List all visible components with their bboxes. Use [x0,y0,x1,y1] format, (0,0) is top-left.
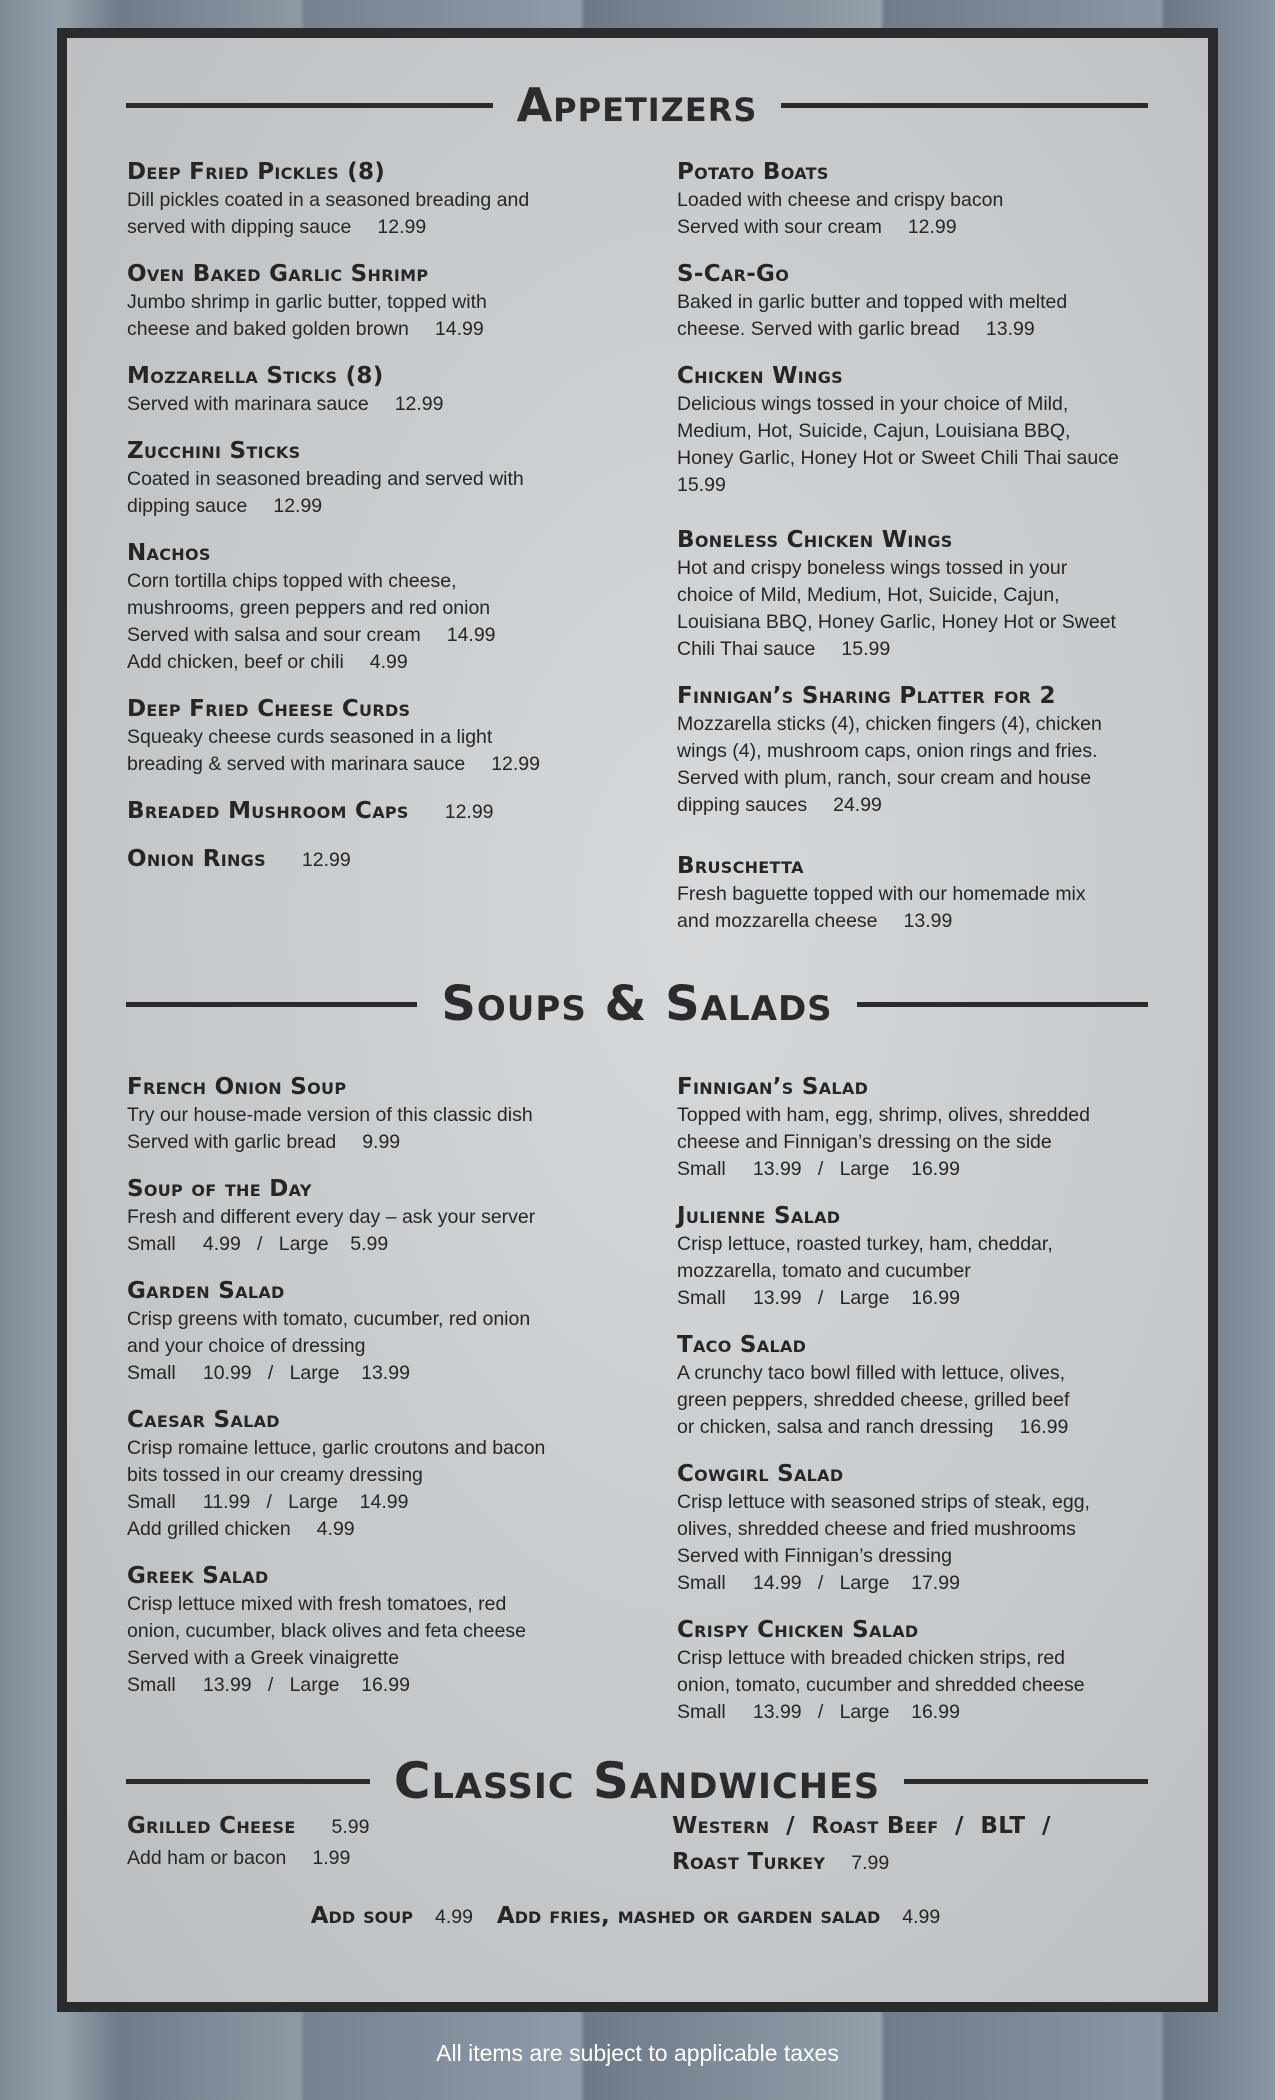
item-desc-line: Served with salsa and sour cream 14.99 [127,624,496,646]
item-desc: Served with a Greek vinaigrette [127,1647,400,1669]
menu-item [127,1276,597,1387]
item-name: Potato Boats [677,159,829,185]
menu-item [677,1201,1147,1312]
extra-price: 1.99 [312,1847,351,1869]
item-desc: wings (4), mushroom caps, onion rings and fries. [677,740,1098,762]
menu-item [127,796,597,826]
item-desc: Crisp greens with tomato, cucumber, red onion [127,1308,531,1330]
item-desc: mushrooms, green peppers and red onion [127,597,491,619]
item-name: Deep Fried Pickles (8) [127,159,386,185]
soups-title: Soups & Salads [441,976,833,1032]
item-desc-line: cheese. Served with garlic bread 13.99 [677,318,1035,340]
item-price: 15.99 [677,474,726,496]
item-price: 14.99 [446,624,496,646]
addon-soup: Add soup [310,1903,413,1929]
item-name: Breaded Mushroom Caps [127,798,409,824]
menu-item [127,361,597,418]
item-desc-line: Served with sour cream 12.99 [677,216,957,238]
item-desc: Delicious wings tossed in your choice of Mild, [677,393,1069,415]
item-desc: Crisp lettuce with seasoned strips of steak, egg, [677,1491,1090,1513]
item-sizes: Small 4.99 / Large 5.99 [127,1233,389,1255]
item-desc: Loaded with cheese and crispy bacon [677,189,1004,211]
sandwiches-left [127,1811,597,1872]
item-desc-line: dipping sauces 24.99 [677,794,882,816]
item-price: 9.99 [362,1131,401,1153]
item-desc: bits tossed in our creamy dressing [127,1464,423,1486]
item-sizes: Small 14.99 / Large 17.99 [677,1572,960,1594]
item-price: 14.99 [434,318,484,340]
menu-item [677,1459,1147,1597]
item-desc: Dill pickles coated in a seasoned breading and [127,189,530,211]
appetizers-header [126,78,1148,132]
item-price: 24.99 [833,794,882,816]
item-desc-line: or chicken, salsa and ranch dressing 16.99 [677,1416,1069,1438]
menu-item [127,844,597,874]
item-extra: Add ham or bacon 1.99 [127,1847,351,1869]
item-price: 12.99 [377,216,427,238]
addon-sides: Add fries, mashed or garden salad [496,1903,881,1929]
item-desc: Louisiana BBQ, Honey Garlic, Honey Hot or Sweet [677,611,1116,633]
item-desc: Hot and crispy boneless wings tossed in your [677,557,1068,579]
item-desc: Served with plum, ranch, sour cream and house [677,767,1092,789]
item-sizes: Small 13.99 / Large 16.99 [127,1674,410,1696]
item-desc: Squeaky cheese curds seasoned in a light [127,726,493,748]
item-sizes: Small 13.99 / Large 16.99 [677,1287,960,1309]
item-price: 5.99 [331,1816,370,1838]
addon-sides-price: 4.99 [902,1906,941,1928]
item-name: Garden Salad [127,1278,285,1304]
item-desc-line: dipping sauce 12.99 [127,495,323,517]
item-desc: Coated in seasoned breading and served with [127,468,524,490]
item-desc: Crisp lettuce mixed with fresh tomatoes, red [127,1593,507,1615]
item-name: Soup of the Day [127,1176,312,1202]
item-desc-line: cheese and baked golden brown 14.99 [127,318,484,340]
header-rule-left [126,1779,370,1784]
item-price: 12.99 [394,393,444,415]
item-price: 7.99 [851,1852,890,1874]
addons-line [0,1903,1275,1929]
item-desc: Try our house-made version of this classic dish [127,1104,533,1126]
item-price: 15.99 [841,638,891,660]
item-desc: Fresh baguette topped with our homemade mix [677,883,1086,905]
item-desc: onion, cucumber, black olives and feta cheese [127,1620,526,1642]
menu-item [127,538,597,676]
item-name: Chicken Wings [677,363,843,389]
item-name: Oven Baked Garlic Shrimp [127,261,429,287]
item-name: Julienne Salad [677,1203,841,1229]
menu-item [127,1405,597,1543]
item-desc-line: served with dipping sauce 12.99 [127,216,427,238]
menu-item [677,259,1147,343]
menu-item [677,681,1147,819]
item-desc: Jumbo shrimp in garlic butter, topped with [127,291,487,313]
extra-price: 4.99 [316,1518,355,1540]
item-desc: cheese and Finnigan’s dressing on the side [677,1131,1052,1153]
item-price: 13.99 [903,910,953,932]
item-price: 12.99 [301,849,351,871]
menu-item [677,361,1147,499]
item-desc: and your choice of dressing [127,1335,366,1357]
item-desc: Crisp lettuce, roasted turkey, ham, cheddar, [677,1233,1053,1255]
sandwiches-header [126,1752,1148,1810]
item-desc: mozzarella, tomato and cucumber [677,1260,971,1282]
footer-note: All items are subject to applicable taxes [436,2040,839,2066]
item-extra: Add chicken, beef or chili 4.99 [127,651,408,673]
menu-item [677,157,1147,241]
item-name: Boneless Chicken Wings [677,527,953,553]
menu-item [127,259,597,343]
header-rule-right [904,1779,1148,1784]
item-name: Zucchini Sticks [127,438,301,464]
menu-item [127,436,597,520]
item-desc: Baked in garlic butter and topped with melted [677,291,1068,313]
item-desc: Served with Finnigan’s dressing [677,1545,952,1567]
extra-price: 4.99 [369,651,408,673]
addon-soup-price: 4.99 [434,1906,473,1928]
header-rule-right [857,1002,1148,1007]
item-name: Onion Rings [127,846,266,872]
item-price: 12.99 [273,495,323,517]
item-name: Cowgirl Salad [677,1461,844,1487]
item-price: 13.99 [985,318,1035,340]
item-price: 12.99 [444,801,494,823]
menu-item [127,1561,597,1699]
menu-item [677,851,1147,935]
sandwiches-right [672,1811,1192,1877]
item-name: Nachos [127,540,211,566]
item-name: Deep Fried Cheese Curds [127,696,411,722]
item-sizes: Small 13.99 / Large 16.99 [677,1158,960,1180]
menu-item [127,1072,597,1156]
item-name: Grilled Cheese [127,1813,296,1839]
item-desc: Medium, Hot, Suicide, Cajun, Louisiana BBQ, [677,420,1071,442]
appetizers-title: Appetizers [516,78,758,132]
menu-item [127,1174,597,1258]
item-desc-line: breading & served with marinara sauce 12.99 [127,753,540,775]
item-name: Roast Turkey [672,1849,826,1875]
item-name: Mozzarella Sticks (8) [127,363,384,389]
item-name: Finnigan’s Salad [677,1074,869,1100]
item-name: Western / Roast Beef / BLT / [672,1813,1051,1839]
item-desc: Mozzarella sticks (4), chicken fingers (4), chicken [677,713,1102,735]
header-rule-left [126,103,493,108]
soups-left-column [127,1072,597,1717]
item-price: 16.99 [1019,1416,1069,1438]
item-sizes: Small 10.99 / Large 13.99 [127,1362,410,1384]
menu-item [677,1330,1147,1441]
appetizers-right-column [677,157,1147,953]
item-desc: onion, tomato, cucumber and shredded cheese [677,1674,1085,1696]
menu-item [127,157,597,241]
appetizers-left-column [127,157,597,892]
item-sizes: Small 13.99 / Large 16.99 [677,1701,960,1723]
item-name: Finnigan’s Sharing Platter for 2 [677,683,1056,709]
item-name: Crispy Chicken Salad [677,1617,919,1643]
item-price: 12.99 [491,753,540,775]
menu-item [127,694,597,778]
item-desc-line: Served with garlic bread 9.99 [127,1131,401,1153]
soups-right-column [677,1072,1147,1744]
item-name: Bruschetta [677,853,804,879]
item-name: Caesar Salad [127,1407,280,1433]
item-desc-line: Served with marinara sauce 12.99 [127,393,444,415]
soups-header [126,976,1148,1032]
item-name: French Onion Soup [127,1074,347,1100]
item-desc: Corn tortilla chips topped with cheese, [127,570,457,592]
item-extra: Add grilled chicken 4.99 [127,1518,355,1540]
item-desc-line: and mozzarella cheese 13.99 [677,910,953,932]
item-desc: Fresh and different every day – ask your server [127,1206,536,1228]
item-name: Taco Salad [677,1332,807,1358]
item-sizes: Small 11.99 / Large 14.99 [127,1491,409,1513]
item-desc: A crunchy taco bowl filled with lettuce, olives, [677,1362,1066,1384]
item-price: 12.99 [907,216,957,238]
item-desc: Honey Garlic, Honey Hot or Sweet Chili Thai sauce [677,447,1119,469]
menu-item [677,525,1147,663]
item-desc: olives, shredded cheese and fried mushrooms [677,1518,1076,1540]
item-desc: green peppers, shredded cheese, grilled beef [677,1389,1070,1411]
menu-item [677,1615,1147,1726]
item-desc: Crisp romaine lettuce, garlic croutons and bacon [127,1437,546,1459]
header-rule-right [781,103,1148,108]
header-rule-left [126,1002,417,1007]
sandwiches-title: Classic Sandwiches [393,1752,881,1810]
menu-item [677,1072,1147,1183]
item-name: Greek Salad [127,1563,269,1589]
item-name: S-Car-Go [677,261,790,287]
item-desc: Topped with ham, egg, shrimp, olives, shredded [677,1104,1090,1126]
item-desc: Crisp lettuce with breaded chicken strips, red [677,1647,1066,1669]
item-desc-line: Chili Thai sauce 15.99 [677,638,891,660]
item-desc: choice of Mild, Medium, Hot, Suicide, Cajun, [677,584,1060,606]
